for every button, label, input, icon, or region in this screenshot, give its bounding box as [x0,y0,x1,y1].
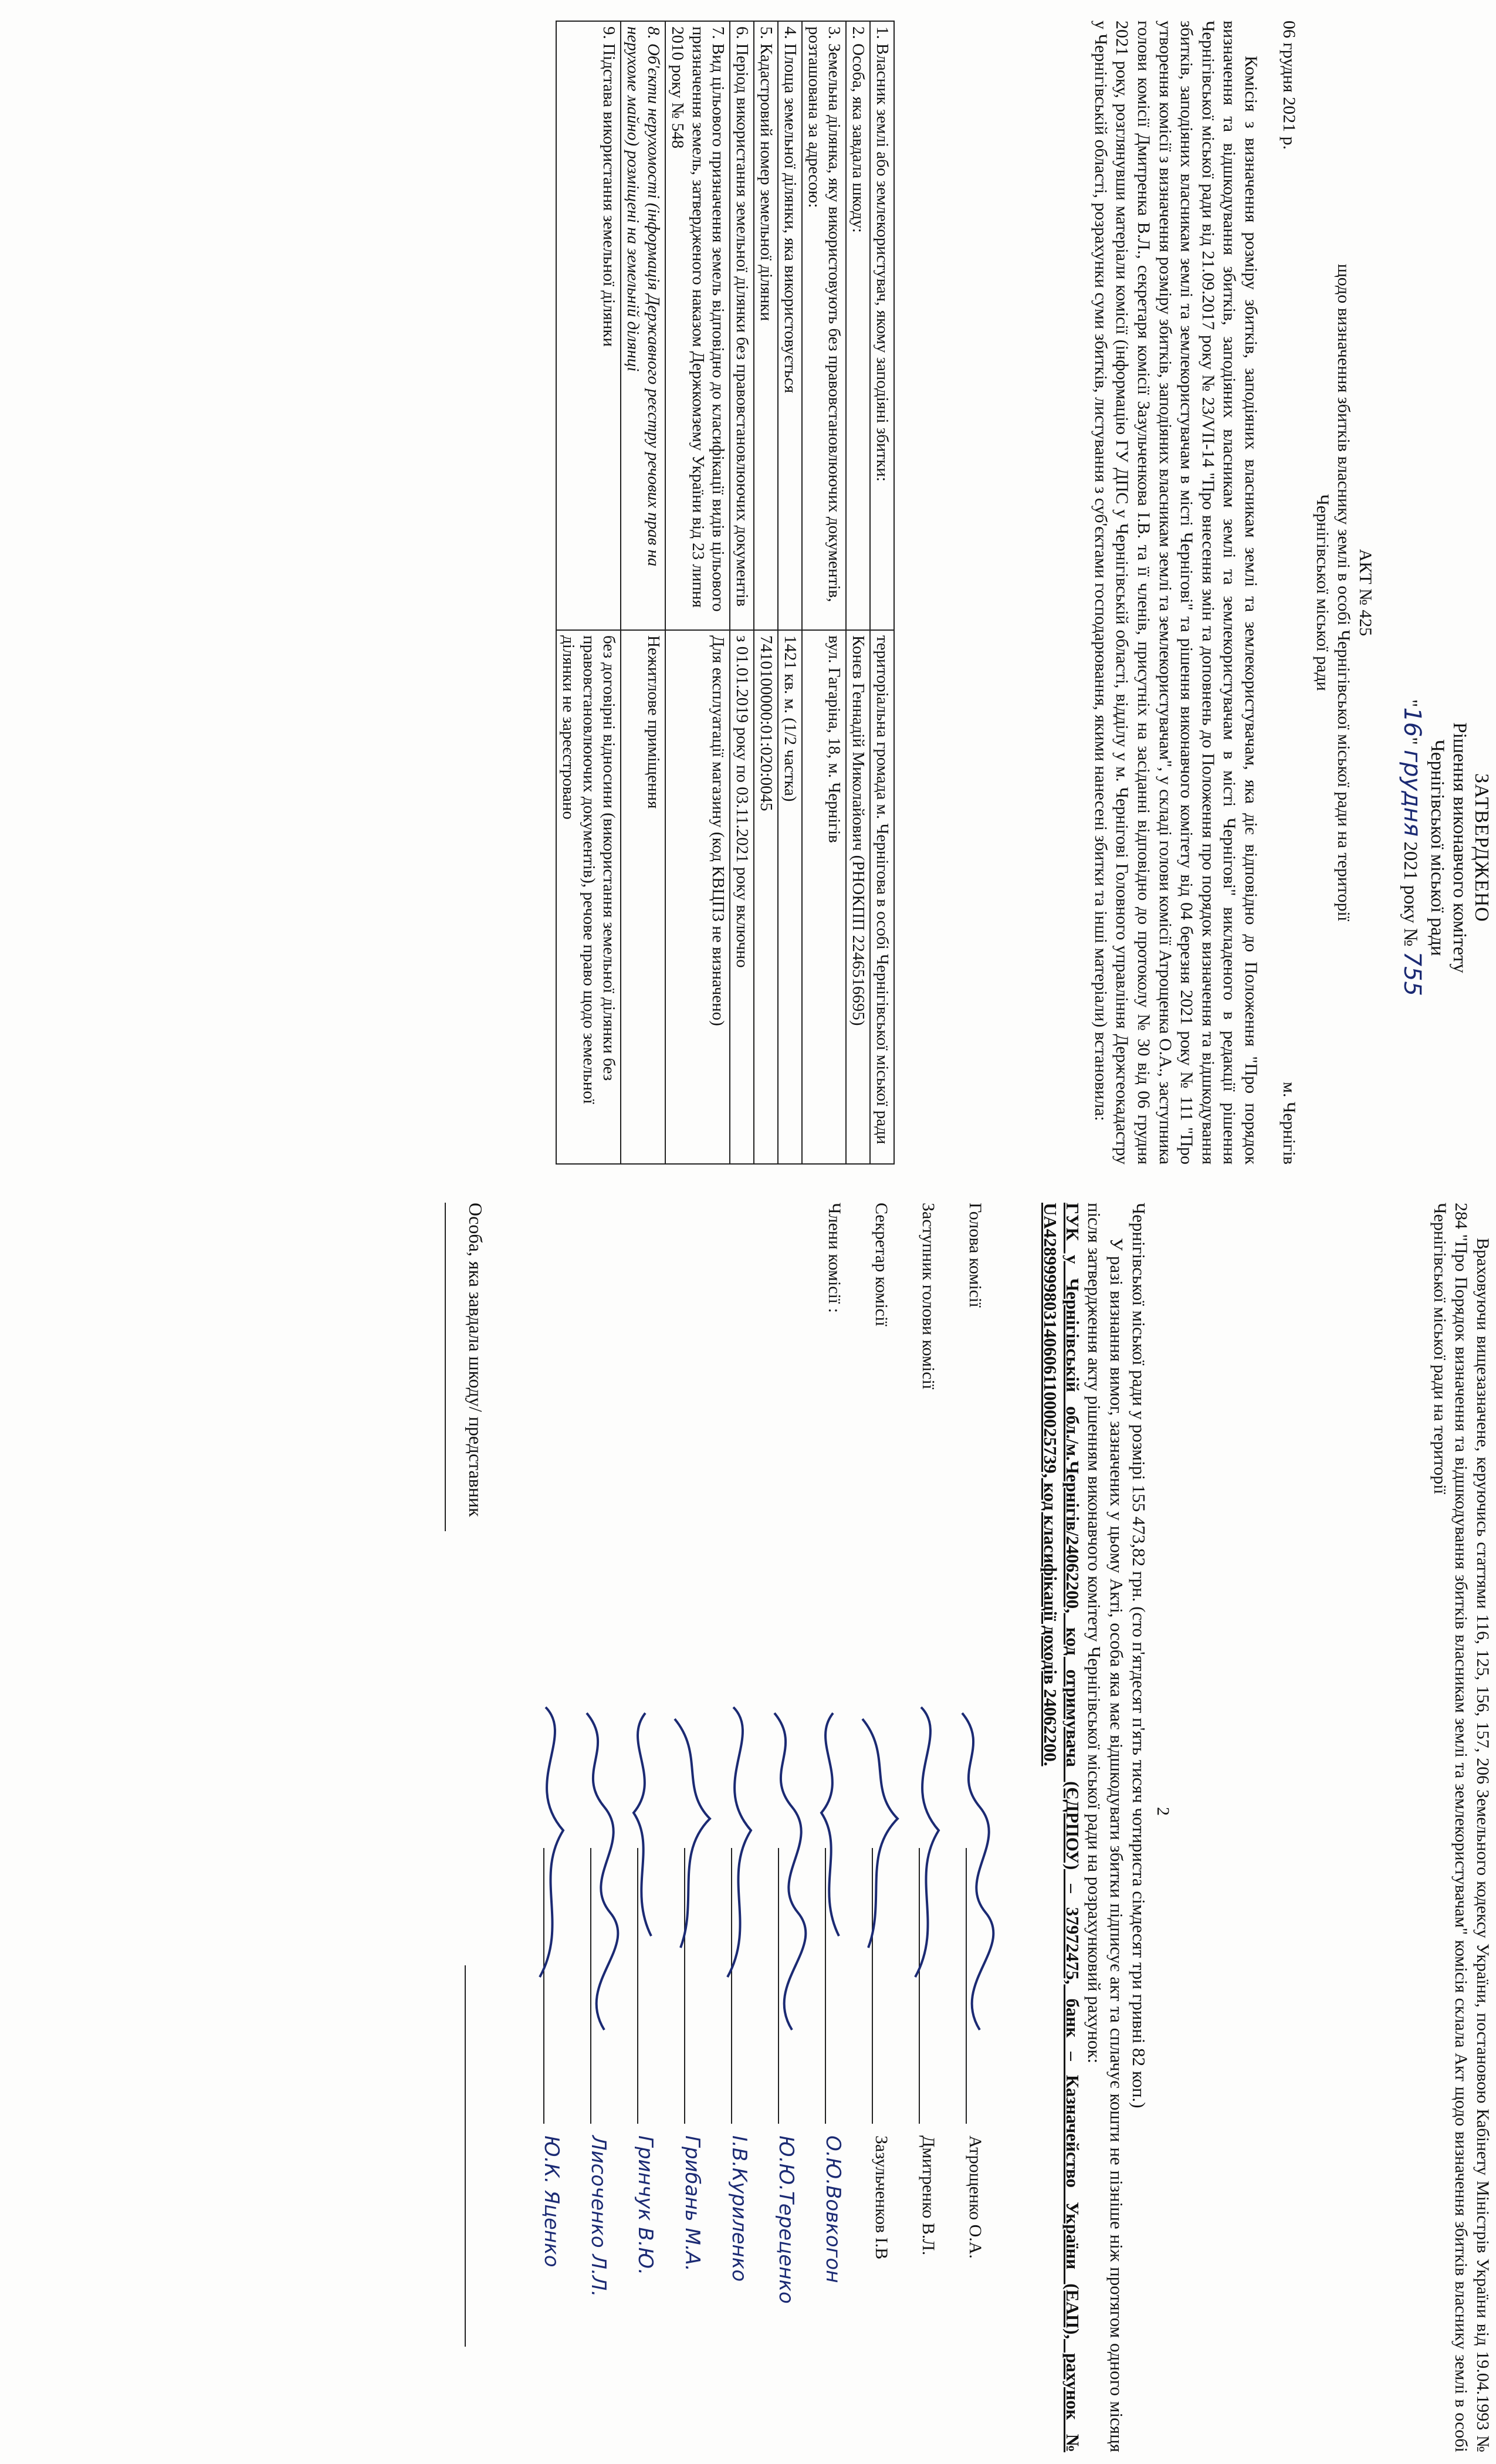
table-cell-value: територіальна громада м. Чернігова в особі Чернігівської міської ради [870,630,894,1164]
amount-text: Чернігівської міської ради у розмірі 155 473,82 грн. (сто п'ятдесят п'ять тисяч чотириста сімдесят три гривні 82 коп.) [1129,1203,1149,2108]
table-row [802,21,847,1164]
handwritten-signature [710,1701,763,2171]
table-row [621,21,665,1164]
table-row [730,21,754,1164]
signatory-name: Грибань М.А. [681,2135,704,2272]
signatory-name: Дмитренко В.Л. [919,2135,938,2256]
signatory-name: І.В.Куриленко [727,2135,751,2282]
table-row [778,21,802,1164]
table-cell-label: 9. Підстава використання земельної ділянки [556,21,621,630]
signatory-name: О.Ю.Вовкогон [821,2135,845,2283]
table-cell-label: 3. Земельна ділянка, яку використовують без правовстановлюючих документів, розташована за адресою: [802,21,847,630]
table-cell-value: 7410100000:01:020:0045 [754,630,778,1164]
act-info-table [556,21,895,1165]
payment-text [1039,1203,1150,2452]
approved-year-text: 2021 року № [1400,841,1421,947]
act-city: м. Чернігів [1280,1082,1299,1165]
act-page-2 [0,1203,1173,2452]
act-page-1 [38,21,1493,1165]
table-cell-label: 2. Особа, яка завдала шкоду: [846,21,870,630]
handwritten-signature [804,1701,857,2171]
table-cell-label: 7. Вид цільового призначення земель відповідно до класифікації видів цільового призначення земель, затвердженого наказом Держкомзему України від 23 липня 2010 року № 548 [665,21,730,630]
act-date-line [1278,21,1299,1165]
table-row [846,21,870,1164]
table-cell-value: без договірні відносини (використання земельної ділянки без правовстановлюючих документів), речове право щодо земельної ділянки не зареєстровано [556,630,621,1164]
handwritten-signature [757,1701,810,2171]
payment-terms: У разі визнання вимог, зазначених у цьому Акті, особа яка має відшкодувати збитки підписує акт та сплачує кошти не пізніше ніж протягом одного місяця після затвердження акту рішенням виконавчого комітету Чернігівської міської ради на розрахунковий рахунок: [1084,1203,1128,2452]
table-cell-value: вул. Гагаріна, 18, м. Чернігів [802,630,847,1164]
signature-row [516,1203,563,2452]
table-cell-label: 8. Об'єкти нерухомості (інформація Державного реєстру речових прав на нерухоме майно) розміщені на земельній ділянці [621,21,665,630]
signatory-name: Лисоченко Л.Л. [587,2135,610,2297]
act-date: 06 грудня 2021 р. [1280,21,1299,150]
approval-stamp [1399,695,1493,1000]
commission-signatures [516,1203,986,2452]
table-cell-value: Нежитлове приміщення [621,630,665,1164]
table-cell-value: 1421 кв. м. (1/2 частка) [778,630,802,1164]
table-cell-label: 4. Площа земельної ділянки, яка використовується [778,21,802,630]
act-page-1-footer [1170,1203,1493,2452]
approved-number-handwritten: 755 [1399,951,1426,996]
approved-line-2: Чернігівської міської ради [1426,739,1448,956]
signature-role: Члени комісії : [825,1203,844,1314]
handwritten-signature [898,1701,950,2171]
signatory-name: Атрощенко О.А. [966,2135,985,2259]
signatory-name: Зазульченков І.В [872,2135,891,2260]
handwritten-signature [945,1701,997,2171]
table-row [754,21,778,1164]
table-cell-value: з 01.01.2019 року по 03.11.2021 року включно [730,630,754,1164]
page-number: 2 [1153,1807,1173,1816]
table-row [870,21,894,1164]
approved-title: ЗАТВЕРДЖЕНО [1471,773,1492,922]
handwritten-signature [663,1701,716,2171]
closing-paragraph: Враховуючи вищезазначене, керуючись статтями 116, 125, 156, 157, 206 Земельного кодексу України, постановою Кабінету Міністрів України від 19.04.1993 № 284 "Про Порядок визначення та відшкодування збитків власникам землі та землекористувачам" комісія склала Акт щодо визначення збитків власнику землі в особі Чернігівської міської ради на території [1430,1203,1492,2452]
handwritten-signature [616,1701,669,2171]
handwritten-signature [569,1701,622,2171]
bank-details: ГУК у Чернігівській обл./м.Чернігів/24062200, код отримувача (ЄДРПОУ) – 37972475, банк – Казначейство України (ЕАП), рахунок № UA428999980314060611000025739, код класифікації доходів 24062200. [1040,1203,1083,2452]
act-title: АКТ № 425 [1356,549,1375,637]
offender-signature-line [465,1965,466,2347]
table-cell-label: 1. Власник землі або землекористувач, якому заподіяні збитки: [870,21,894,630]
offender-name-line [445,1203,446,1531]
offender-label: Особа, яка завдала шкоду/ представник [465,1203,486,1517]
table-cell-value: Для експлуатації магазину (код КВЦПЗ не визначено) [665,630,730,1164]
table-cell-label: 5. Кадастровий номер земельної ділянки [754,21,778,630]
approved-day-handwritten: 16 [1399,707,1426,737]
act-subtitle-2: Чернігівської міської ради [1312,494,1332,691]
handwritten-signature [522,1701,575,2171]
signature-role: Заступник голови комісії [919,1203,938,1390]
table-row [556,21,621,1164]
signature-role: Голова комісії [966,1203,985,1308]
handwritten-signature [851,1701,903,2171]
table-row [665,21,730,1164]
approved-line-1: Рішення виконавчого комітету [1448,722,1470,973]
table-cell-label: 6. Період використання земельної ділянки без правовстановлюючих документів [730,21,754,630]
signatory-name: Гринчук В.Ю. [634,2135,657,2276]
table-cell-value: Конєв Геннадій Миколайович (РНОКПП 2246516695) [846,630,870,1164]
signatory-name: Ю.Ю.Тереценко [774,2135,798,2304]
act-title-block [1311,21,1376,1165]
signature-role: Секретар комісії [872,1203,891,1326]
act-subtitle: щодо визначення збитків власнику землі в особі Чернігівської міської ради на території [1334,263,1354,922]
signatory-name: Ю.К. Яценко [540,2135,563,2267]
approved-month-handwritten: грудня [1399,750,1426,837]
approved-date-line: "16" грудня 2021 року № 755 [1399,699,1426,996]
act-body-paragraph: Комісія з визначення розміру збитків, заподіяних власникам землі та землекористувачам, яка діє відповідно до Положення "Про порядок визначення та відшкодування збитків, заподіяних власникам землі та землекористувачам в місті Чернігові" викладеного в редакції рішення Чернігівської міської ради від 21.09.2017 року № 23/VII-14 "Про внесення змін та доповнень до Положення про порядок визначення та відшкодування збитків, заподіяних власникам землі та землекористувачам в місті Чернігові" та рішення виконавчого комітету від 04 березня 2021 року № 111 "Про утворення комісії з визначення розміру збитків, заподіяних власникам землі та землекористувачам", у складі голови комісії Атрощенка О.А., заступника голови комісії Дмитренка В.Л., секретаря комісії Зазульченкова І.В. та її членів, присутніх на засіданні відповідно до протоколу № 30 від 06 грудня 2021 року, розглянувши матеріали комісії (інформацію ГУ ДПС у Чернігівській області, відділу у м. Чернігові Головного управління Держгеокадастру у Чернігівській області, розрахунки суми збитків, листування з суб'єктами господарювання, якими нанесені збитки та інші матеріали) встановила: [1091,21,1261,1165]
offender-signature-row [464,1203,487,2452]
